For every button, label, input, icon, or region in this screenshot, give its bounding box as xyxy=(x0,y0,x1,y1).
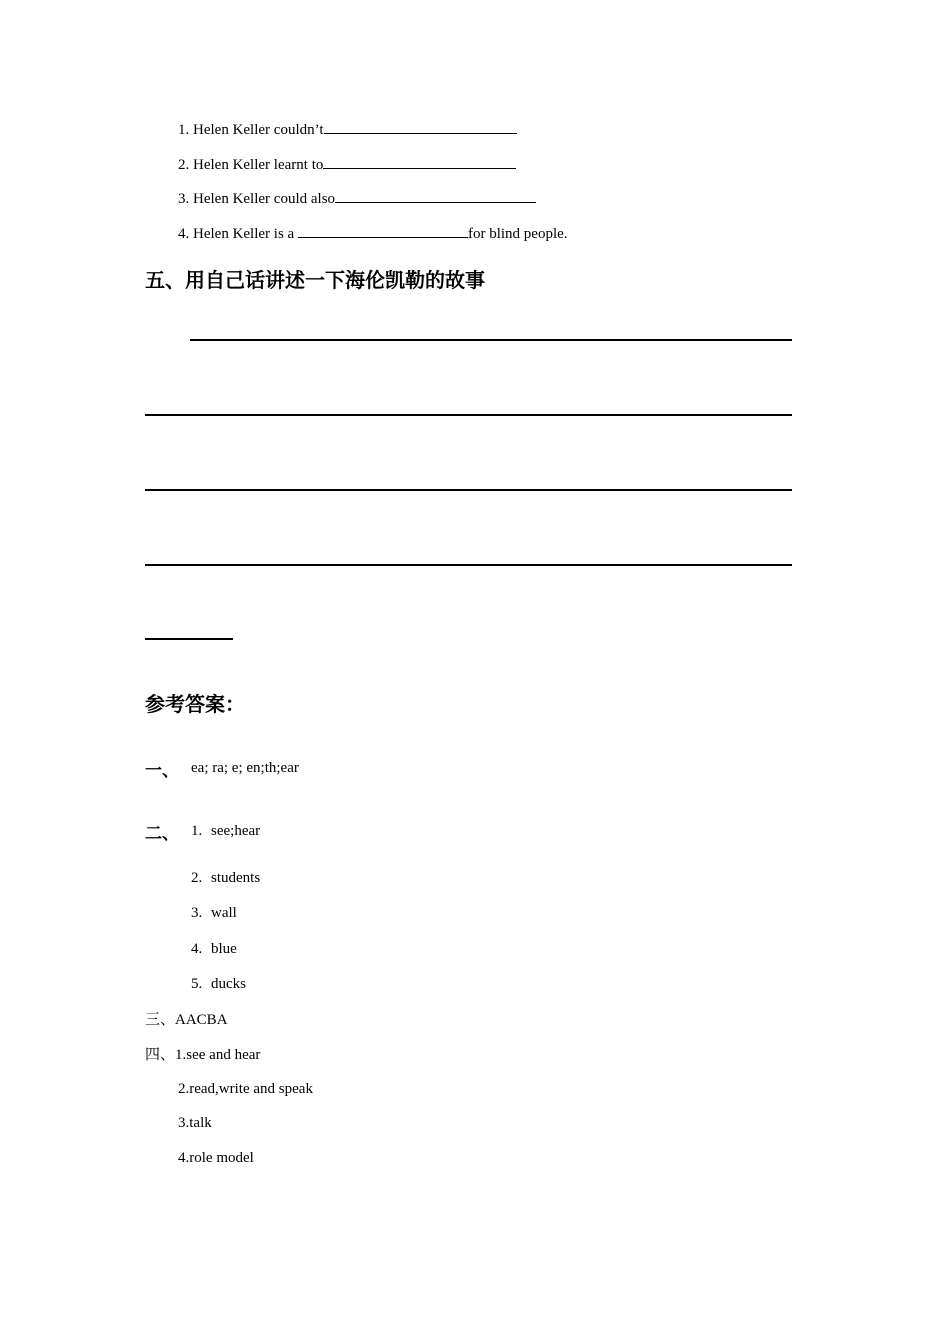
question-4-text: 4. Helen Keller is a xyxy=(178,226,298,242)
answer-part-2-label: 二、 xyxy=(145,824,179,844)
item-number: 2. xyxy=(191,870,203,886)
item-number: 1. xyxy=(191,823,203,839)
answer-part-3-text: AACBA xyxy=(175,1012,228,1028)
answer-part-3-label: 三、 xyxy=(145,1010,176,1028)
item-text: wall xyxy=(211,905,237,921)
question-2-text: 2. Helen Keller learnt to xyxy=(178,157,324,173)
item-number: 3. xyxy=(191,905,203,921)
question-3 xyxy=(178,188,536,208)
section-5-heading: 五、用自己话讲述一下海伦凯勒的故事 xyxy=(145,268,485,292)
item-number: 4. xyxy=(191,941,203,957)
answer-part-2-item xyxy=(191,940,237,958)
item-text: students xyxy=(211,870,261,886)
answer-part-2-item xyxy=(191,869,260,887)
answer-part-2-item xyxy=(191,822,260,840)
answer-blank-4[interactable] xyxy=(298,223,468,238)
answer-blank-2[interactable] xyxy=(323,154,516,169)
writing-line-2[interactable] xyxy=(145,414,792,416)
answer-part-1 xyxy=(145,756,179,781)
answer-part-1-text: ea; ra; e; en;th;ear xyxy=(191,760,299,776)
answer-part-3 xyxy=(145,1010,228,1029)
answer-part-4-item: 1.see and hear xyxy=(175,1047,261,1063)
item-text: ducks xyxy=(211,976,246,992)
answer-part-4 xyxy=(145,1045,260,1064)
answer-part-4-item: 2.read,write and speak xyxy=(178,1081,313,1097)
question-1 xyxy=(178,119,517,139)
writing-line-3[interactable] xyxy=(145,489,792,491)
writing-line-1[interactable] xyxy=(190,339,792,341)
writing-line-4[interactable] xyxy=(145,564,792,566)
item-text: blue xyxy=(211,941,237,957)
question-2 xyxy=(178,154,516,174)
answer-part-4-item: 3.talk xyxy=(178,1115,212,1131)
question-3-text: 3. Helen Keller could also xyxy=(178,191,336,207)
answer-part-2-item xyxy=(191,904,237,922)
answer-part-4-item: 4.role model xyxy=(178,1150,254,1166)
answers-heading: 参考答案： xyxy=(145,692,245,716)
answer-part-4-label: 四、 xyxy=(145,1045,176,1063)
answer-part-1-label: 一、 xyxy=(145,761,179,781)
writing-line-5[interactable] xyxy=(145,638,233,640)
item-text: see;hear xyxy=(211,823,261,839)
answer-blank-1[interactable] xyxy=(324,119,517,134)
answer-part-2-item xyxy=(191,975,246,993)
answer-blank-3[interactable] xyxy=(335,188,536,203)
answer-part-2 xyxy=(145,819,179,844)
question-4 xyxy=(178,223,568,243)
question-1-text: 1. Helen Keller couldn’t xyxy=(178,122,324,138)
item-number: 5. xyxy=(191,976,203,992)
question-4-suffix: for blind people. xyxy=(467,226,568,242)
